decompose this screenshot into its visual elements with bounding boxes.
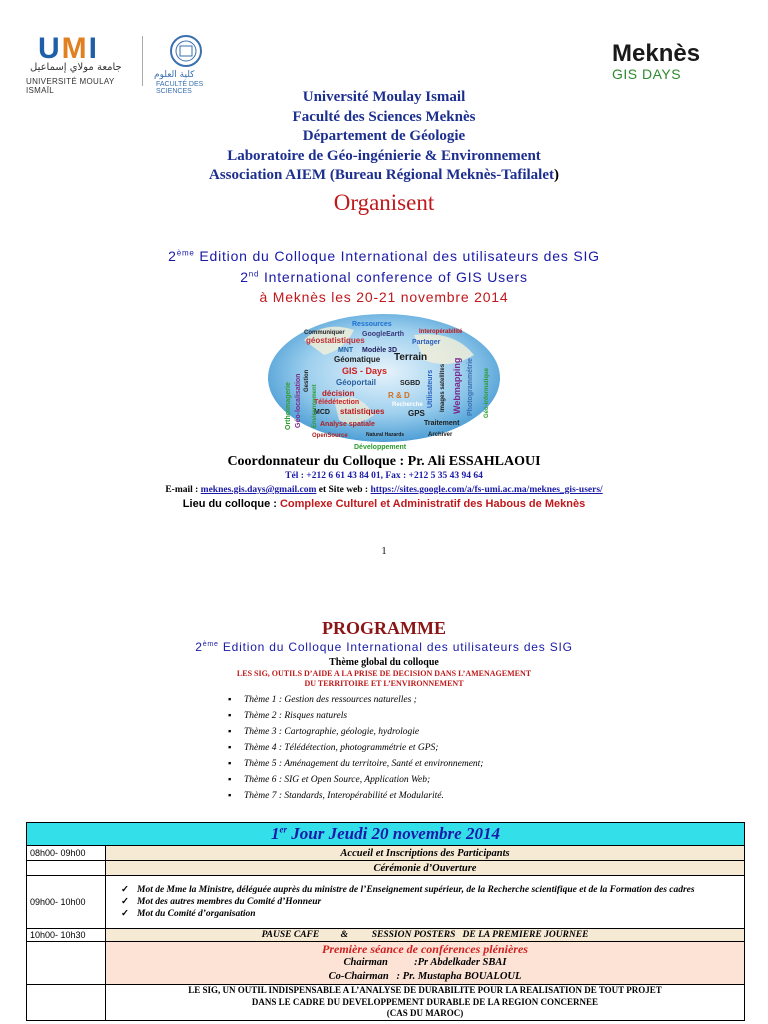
session-cell: Accueil et Inscriptions des Participants bbox=[106, 846, 745, 861]
table-row bbox=[27, 985, 745, 1021]
wordcloud-word: Natural Hazards bbox=[366, 432, 405, 438]
wordcloud-word: OpenSource bbox=[312, 433, 348, 439]
logo-divider bbox=[142, 36, 143, 86]
theme-label: Thème global du colloque bbox=[329, 657, 439, 668]
wordcloud-word: Modèle 3D bbox=[362, 347, 398, 354]
programme-title: PROGRAMME bbox=[322, 618, 446, 638]
coordinator-links: E-mail : meknes.gis.days@gmail.com et Site web : https://sites.google.com/a/fs-umi.ac.ma/meknes_gis-users/ bbox=[165, 485, 603, 495]
theme-item: ▪ Thème 1 : Gestion des ressources naturelles ; bbox=[228, 692, 648, 708]
wordcloud-word: Ressources bbox=[352, 321, 392, 328]
plenary-chairman: Chairman :Pr Abdelkader SBAI bbox=[343, 957, 507, 968]
wordcloud-word: géostatistiques bbox=[306, 336, 365, 345]
wordcloud-word: Traitement bbox=[424, 420, 460, 427]
org-line-laboratory: Laboratoire de Géo-ingénierie & Environnement bbox=[227, 147, 541, 164]
org-line-university: Université Moulay Ismail bbox=[302, 89, 466, 105]
org-line-faculty: Faculté des Sciences Meknès bbox=[292, 108, 476, 125]
wordcloud-word: GIS - Days bbox=[342, 366, 388, 376]
plenary-cell bbox=[106, 942, 745, 985]
wordcloud-word: Terrain bbox=[394, 352, 428, 363]
wordcloud-word: Gestion bbox=[304, 369, 310, 392]
wordcloud-word: Environnement bbox=[312, 384, 318, 428]
time-cell: 08h00- 09h00 bbox=[27, 846, 106, 861]
theme-item: ▪ Thème 4 : Télédétection, photogrammétrie et GPS; bbox=[228, 740, 648, 756]
wordcloud-word: MCD bbox=[314, 409, 330, 416]
organisent-heading: Organisent bbox=[333, 190, 435, 215]
coordinator-name: Coordonnateur du Colloque : Pr. Ali ESSAHLAOUI bbox=[227, 454, 541, 469]
faculty-arabic-name: كلية العلوم bbox=[154, 70, 195, 80]
wordcloud-word: Orthoimagerie bbox=[285, 382, 292, 430]
wordcloud-word: R & D bbox=[388, 391, 410, 400]
venue-line: Lieu du colloque : Complexe Culturel et Administratif des Habous de Meknès bbox=[182, 498, 586, 510]
list-item: ✓ Mot du Comité d’organisation bbox=[121, 909, 256, 919]
wordcloud-word: GoogleEarth bbox=[362, 331, 405, 338]
wordcloud-word: Interopérabilité bbox=[419, 329, 463, 335]
wordcloud-word: Géo-informatique bbox=[484, 367, 490, 418]
edition-fr: 2ème Edition du Colloque International des utilisateurs des SIG bbox=[168, 248, 600, 264]
wordcloud-word: Recherche bbox=[392, 402, 423, 408]
edition-date: à Meknès les 20-21 novembre 2014 bbox=[259, 289, 509, 305]
umi-logo bbox=[26, 32, 126, 95]
list-item: ✓ Mot de Mme la Ministre, déléguée auprès du ministre de l’Enseignement supérieur, de la Recherche scientifique et de la Formation des cadres bbox=[121, 885, 695, 895]
talk-cell: LE SIG, UN OUTIL INDISPENSABLE A L’ANALYSE DE DURABILITE POUR LA REALISATION DE TOUT PROJET DANS LE CADRE DU DEVELOPPEMENT DURABLE DE LA REGION CONCERNEE (CAS DU MAROC) bbox=[106, 985, 745, 1021]
gisdays-wordmark: GIS DAYS bbox=[612, 66, 682, 82]
session-cell: PAUSE CAFE & SESSION POSTERS DE LA PREMIERE JOURNEE bbox=[106, 929, 745, 942]
wordcloud-word: Utilisateurs bbox=[427, 369, 434, 408]
wordcloud-word: GPS bbox=[408, 409, 425, 418]
time-cell bbox=[27, 861, 106, 876]
wordcloud-word: Archiver bbox=[428, 432, 453, 438]
wordcloud-word: Communiquer bbox=[304, 330, 345, 336]
programme-edition: 2ème Edition du Colloque International des utilisateurs des SIG bbox=[195, 640, 573, 654]
themes-list bbox=[228, 692, 648, 804]
theme-item: ▪ Thème 6 : SIG et Open Source, Application Web; bbox=[228, 772, 648, 788]
table-row bbox=[27, 876, 745, 929]
plenary-title: Première séance de conférences plénières bbox=[322, 942, 528, 956]
meknes-wordmark: Meknès bbox=[612, 40, 701, 67]
wordcloud-word: Photogrammétrie bbox=[467, 358, 474, 416]
org-line-association: Association AIEM (Bureau Régional Meknès-Tafilalet) bbox=[208, 167, 559, 183]
table-row bbox=[27, 929, 745, 942]
wordcloud-word: Géo-localisation bbox=[295, 373, 302, 428]
theme-item: ▪ Thème 5 : Aménagement du territoire, Santé et environnement; bbox=[228, 756, 648, 772]
org-line-department: Département de Géologie bbox=[302, 128, 466, 144]
coordinator-contact: Tél : +212 6 61 43 84 01, Fax : +212 5 35 43 94 64 bbox=[285, 471, 483, 481]
time-cell: 09h00- 10h00 bbox=[27, 876, 106, 929]
faculty-emblem-icon bbox=[168, 34, 204, 68]
wordcloud-word: Télédétection bbox=[314, 399, 360, 406]
faculty-french-name: FACULTÉ DES SCIENCES bbox=[156, 81, 204, 95]
table-row bbox=[27, 942, 745, 985]
wordcloud-word: Géomatique bbox=[334, 355, 381, 364]
website-link[interactable]: https://sites.google.com/a/fs-umi.ac.ma/meknes_gis-users/ bbox=[370, 485, 603, 495]
wordcloud-word: Webmapping bbox=[452, 357, 462, 414]
plenary-cochairman: Co-Chairman : Pr. Mustapha BOUALOUL bbox=[328, 971, 522, 982]
schedule-table bbox=[26, 822, 745, 1021]
umi-wordmark: UMI bbox=[38, 32, 100, 65]
faculty-logo bbox=[154, 34, 224, 95]
meknes-gisdays-logo bbox=[604, 40, 724, 90]
theme-item: ▪ Thème 3 : Cartographie, géologie, hydrologie bbox=[228, 724, 648, 740]
time-cell bbox=[27, 985, 106, 1021]
umi-french-name: UNIVERSITÉ MOULAY ISMAÏL bbox=[26, 77, 115, 95]
table-row bbox=[27, 861, 745, 876]
day-header-row bbox=[27, 823, 745, 846]
email-link[interactable]: meknes.gis.days@gmail.com bbox=[200, 485, 317, 495]
edition-en: 2nd International conference of GIS Users bbox=[240, 269, 528, 285]
wordcloud-word: statistiques bbox=[340, 407, 385, 416]
gis-wordcloud-globe bbox=[264, 310, 504, 455]
theme-global: LES SIG, OUTILS D’AIDE A LA PRISE DE DECISION DANS L’AMENAGEMENT DU TERRITOIRE ET L’ENVIRONNEMENT bbox=[236, 669, 532, 688]
page-number: 1 bbox=[381, 546, 387, 557]
day-header: 1er Jour Jeudi 20 novembre 2014 bbox=[27, 823, 745, 846]
theme-item: ▪ Thème 2 : Risques naturels bbox=[228, 708, 648, 724]
wordcloud-word: Images satellites bbox=[440, 363, 446, 412]
umi-arabic-name: جامعة مولاي إسماعيل bbox=[30, 62, 122, 73]
list-item: ✓ Mot des autres membres du Comité d’Honneur bbox=[121, 897, 322, 907]
time-cell bbox=[27, 942, 106, 985]
session-cell: Cérémonie d’Ouverture bbox=[106, 861, 745, 876]
wordcloud-word: MNT bbox=[338, 347, 354, 354]
wordcloud-word: Partager bbox=[412, 339, 441, 346]
organizers-block bbox=[0, 88, 768, 186]
table-row bbox=[27, 846, 745, 861]
wordcloud-word: Analyse spatiale bbox=[320, 421, 375, 428]
theme-item: ▪ Thème 7 : Standards, Interopérabilité et Modularité. bbox=[228, 788, 648, 804]
wordcloud-word: Développement bbox=[354, 444, 407, 451]
wordcloud-word: SGBD bbox=[400, 380, 421, 387]
wordcloud-word: décision bbox=[322, 389, 355, 398]
session-cell bbox=[106, 876, 745, 929]
time-cell: 10h00- 10h30 bbox=[27, 929, 106, 942]
wordcloud-word: Géoportail bbox=[336, 378, 377, 387]
